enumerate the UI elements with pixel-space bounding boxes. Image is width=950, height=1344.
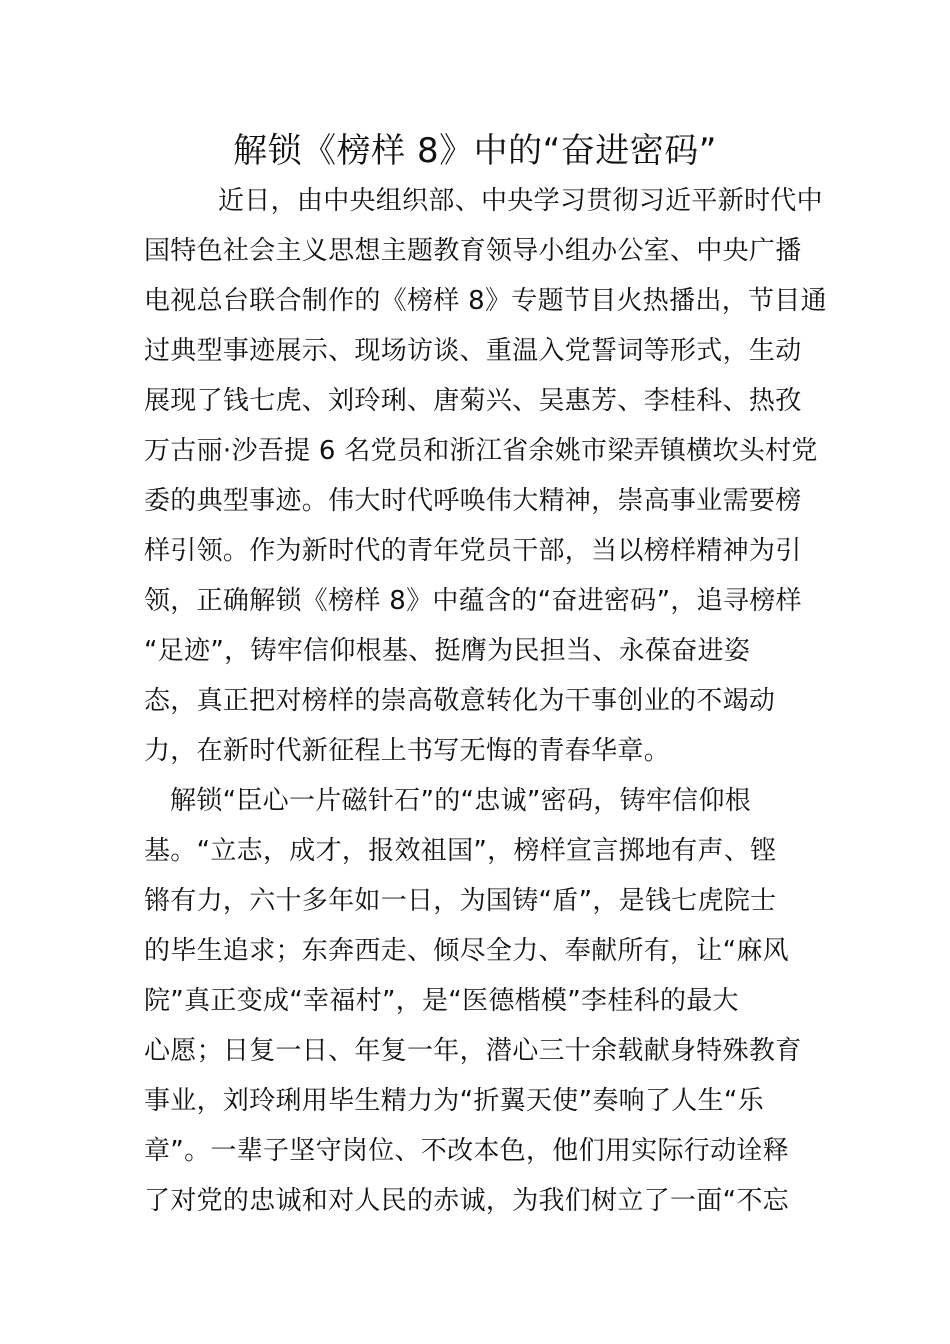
paragraph-line: 国特色社会主义思想主题教育领导小组办公室、中央广播 bbox=[144, 236, 802, 266]
paragraph-line: 展现了钱七虎、刘玲琍、唐菊兴、吴惠芳、李桂科、热孜 bbox=[144, 386, 802, 416]
paragraph-line: 近日，由中央组织部、中央学习贯彻习近平新时代中 bbox=[218, 186, 823, 216]
paragraph-line: 态，真正把对榜样的崇高敬意转化为干事创业的不竭动 bbox=[144, 686, 776, 716]
paragraph-line: 了对党的忠诚和对人民的赤诚，为我们树立了一面“不忘 bbox=[144, 1186, 789, 1216]
paragraph-line: 基。“立志，成才，报效祖国”，榜样宣言掷地有声、铿 bbox=[144, 836, 777, 866]
paragraph-line: 解锁“臣心一片磁针石”的“忠诚”密码，铸牢信仰根 bbox=[170, 786, 752, 816]
paragraph-line: 样引领。作为新时代的青年党员干部，当以榜样精神为引 bbox=[144, 536, 802, 566]
paragraph-line: 锵有力，六十多年如一日，为国铸“盾”，是钱七虎院士 bbox=[144, 886, 777, 916]
paragraph-line: 心愿；日复一日、年复一年，潜心三十余载献身特殊教育 bbox=[144, 1036, 802, 1066]
paragraph-line: “足迹”，铸牢信仰根基、挺膺为民担当、永葆奋进姿 bbox=[144, 636, 751, 666]
paragraph-line: 万古丽·沙吾提 6 名党员和浙江省余姚市梁弄镇横坎头村党 bbox=[144, 436, 818, 466]
paragraph-line: 事业，刘玲琍用毕生精力为“折翼天使”奏响了人生“乐 bbox=[144, 1086, 764, 1116]
paragraph-line: 电视总台联合制作的《榜样 8》专题节目火热播出，节目通 bbox=[144, 286, 827, 316]
paragraph-line: 的毕生追求；东奔西走、倾尽全力、奉献所有，让“麻风 bbox=[144, 936, 789, 966]
paragraph-line: 领，正确解锁《榜样 8》中蕴含的“奋进密码”，追寻榜样 bbox=[144, 586, 802, 616]
paragraph-line: 章”。一辈子坚守岗位、不改本色，他们用实际行动诠释 bbox=[144, 1136, 789, 1166]
paragraph-line: 力，在新时代新征程上书写无悔的青春华章。 bbox=[144, 736, 671, 766]
paragraph-line: 委的典型事迹。伟大时代呼唤伟大精神，崇高事业需要榜 bbox=[144, 486, 802, 516]
document-title: 解锁《榜样 8》中的“奋进密码” bbox=[233, 131, 717, 171]
paragraph-line: 院”真正变成“幸福村”，是“医德楷模”李桂科的最大 bbox=[144, 986, 739, 1016]
paragraph-line: 过典型事迹展示、现场访谈、重温入党誓词等形式，生动 bbox=[144, 336, 802, 366]
